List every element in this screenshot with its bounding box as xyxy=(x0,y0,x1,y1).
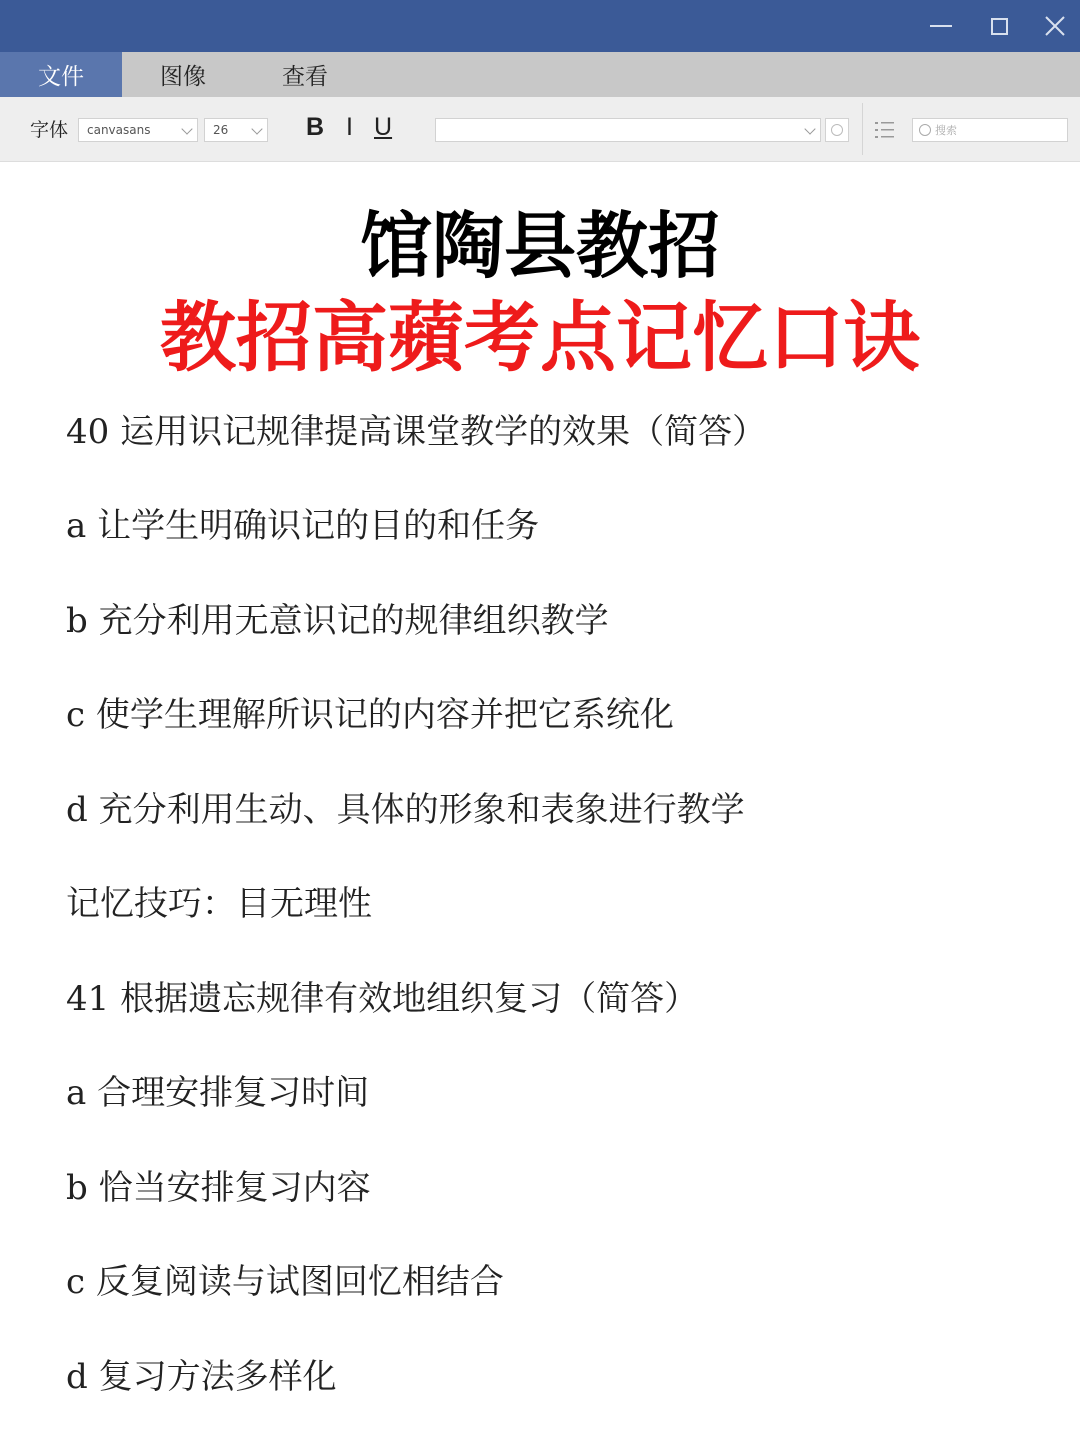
toolbar xyxy=(0,97,1080,162)
menu-file[interactable]: 文件 xyxy=(0,52,122,97)
maximize-button[interactable] xyxy=(970,0,1028,52)
menu-image[interactable]: 图像 xyxy=(160,64,206,90)
search-placeholder: 搜索 xyxy=(935,124,957,137)
italic-button[interactable]: I xyxy=(346,113,353,141)
font-label: 字体 xyxy=(30,119,69,141)
text-line: d 复习方法多样化 xyxy=(66,1357,337,1397)
text-line: d 充分利用生动、具体的形象和表象进行教学 xyxy=(66,790,745,830)
chevron-down-icon xyxy=(804,123,815,134)
text-line: b 恰当安排复习内容 xyxy=(66,1168,371,1208)
text-line: b 充分利用无意识记的规律组织教学 xyxy=(66,601,609,641)
font-size-select[interactable] xyxy=(204,118,268,142)
refresh-icon xyxy=(831,124,843,136)
underline-button[interactable]: U xyxy=(374,113,393,141)
minimize-icon xyxy=(930,25,952,27)
title-bar xyxy=(0,0,1080,52)
font-family-value: canvasans xyxy=(87,123,151,137)
close-icon xyxy=(1044,15,1066,37)
bold-button[interactable]: B xyxy=(306,113,325,141)
list-icon xyxy=(874,120,896,140)
list-button[interactable] xyxy=(874,120,898,140)
text-line: a 让学生明确识记的目的和任务 xyxy=(66,506,540,546)
chevron-down-icon xyxy=(181,123,192,134)
text-line: c 反复阅读与试图回忆相结合 xyxy=(66,1262,504,1302)
menu-view[interactable]: 查看 xyxy=(282,64,328,90)
chevron-down-icon xyxy=(251,123,262,134)
toolbar-divider xyxy=(862,103,863,155)
text-line: a 合理安排复习时间 xyxy=(66,1073,370,1113)
text-line: 41 根据遗忘规律有效地组织复习（简答） xyxy=(66,979,699,1019)
document-subtitle: 教招高蘋考点记忆口诀 xyxy=(160,293,920,382)
menu-bar xyxy=(0,52,1080,97)
style-select[interactable] xyxy=(435,118,821,142)
refresh-button[interactable] xyxy=(825,118,849,142)
close-button[interactable] xyxy=(1026,0,1080,52)
search-icon xyxy=(919,124,931,136)
text-line: 记忆技巧：目无理性 xyxy=(66,884,372,924)
search-box[interactable] xyxy=(912,118,1068,142)
maximize-icon xyxy=(991,18,1008,35)
text-line: 40 运用识记规律提高课堂教学的效果（简答） xyxy=(66,412,767,452)
document-title: 馆陶县教招 xyxy=(359,204,720,288)
font-size-value: 26 xyxy=(213,123,229,137)
text-line: c 使学生理解所识记的内容并把它系统化 xyxy=(66,695,674,735)
font-family-select[interactable] xyxy=(78,118,198,142)
minimize-button[interactable] xyxy=(912,0,970,52)
